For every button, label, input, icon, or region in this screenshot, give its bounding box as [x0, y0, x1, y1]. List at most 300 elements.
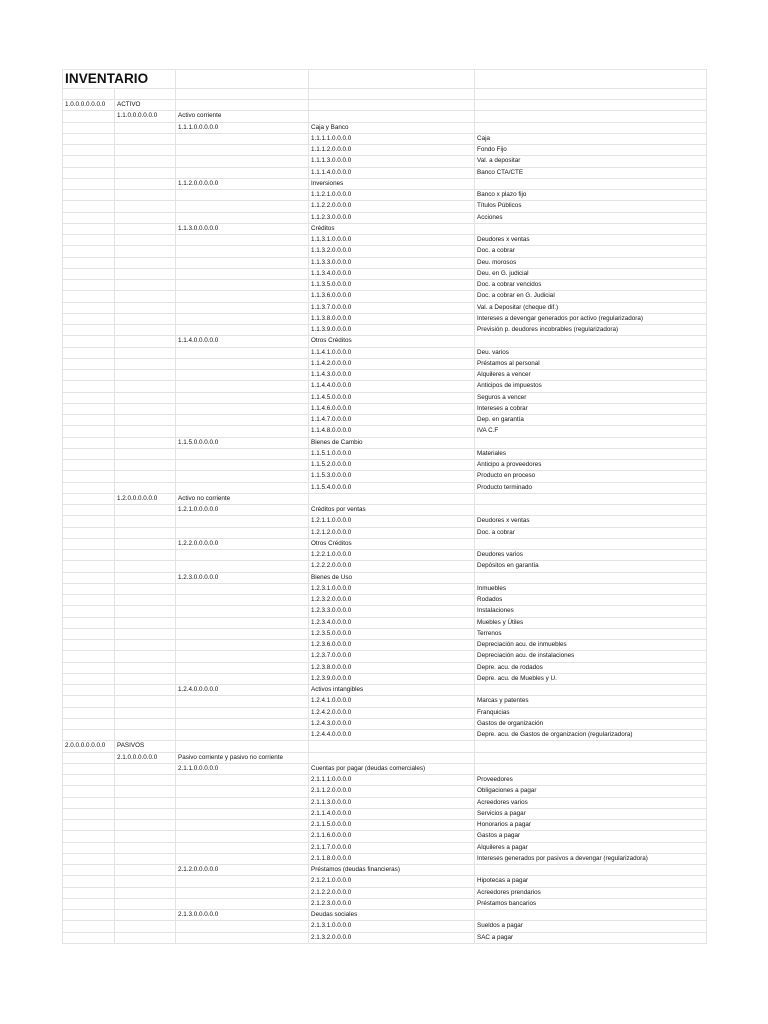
cell[interactable] — [63, 336, 115, 347]
cell[interactable] — [475, 865, 707, 876]
account-code-cell[interactable]: 1.1.5.2.0.0.0.0 — [309, 460, 475, 471]
cell[interactable] — [63, 370, 115, 381]
cell[interactable] — [475, 70, 707, 89]
account-code-cell[interactable]: 1.1.3.3.0.0.0.0 — [309, 257, 475, 268]
account-code-cell[interactable]: 2.1.1.2.0.0.0.0 — [309, 786, 475, 797]
account-code-cell[interactable]: 1.2.4.1.0.0.0.0 — [309, 696, 475, 707]
cell[interactable] — [115, 876, 176, 887]
cell[interactable] — [176, 358, 309, 369]
account-code-cell[interactable]: 1.1.2.0.0.0.0.0 — [176, 178, 309, 189]
cell[interactable] — [475, 685, 707, 696]
account-name-cell[interactable]: Val. a Depositar (cheque dif.) — [475, 302, 707, 313]
account-name-cell[interactable]: Val. a depositar — [475, 156, 707, 167]
account-name-cell[interactable]: Franquicias — [475, 707, 707, 718]
account-code-cell[interactable]: 1.2.1.2.0.0.0.0 — [309, 527, 475, 538]
account-code-cell[interactable]: 1.1.5.4.0.0.0.0 — [309, 482, 475, 493]
cell[interactable] — [176, 808, 309, 819]
account-code-cell[interactable]: 1.2.4.0.0.0.0.0 — [176, 685, 309, 696]
account-code-cell[interactable]: 1.1.4.3.0.0.0.0 — [309, 370, 475, 381]
cell[interactable] — [176, 921, 309, 932]
account-name-cell[interactable]: Depre. acu. de Muebles y U. — [475, 673, 707, 684]
cell[interactable] — [63, 257, 115, 268]
cell[interactable] — [63, 167, 115, 178]
cell[interactable] — [115, 156, 176, 167]
cell[interactable] — [63, 89, 115, 100]
cell[interactable] — [115, 505, 176, 516]
account-code-cell[interactable]: 2.1.0.0.0.0.0.0 — [115, 752, 176, 763]
cell[interactable] — [63, 820, 115, 831]
cell[interactable] — [63, 730, 115, 741]
account-name-cell[interactable]: Deu. morosos — [475, 257, 707, 268]
account-code-cell[interactable]: 2.1.2.2.0.0.0.0 — [309, 887, 475, 898]
cell[interactable] — [115, 212, 176, 223]
account-name-cell[interactable]: Dep. en garantía — [475, 415, 707, 426]
cell[interactable] — [115, 538, 176, 549]
account-code-cell[interactable]: 1.1.3.8.0.0.0.0 — [309, 313, 475, 324]
account-name-cell[interactable]: Previsión p. deudores incobrables (regularizadora) — [475, 325, 707, 336]
cell[interactable] — [63, 640, 115, 651]
account-code-cell[interactable]: 2.1.1.1.0.0.0.0 — [309, 775, 475, 786]
cell[interactable] — [176, 640, 309, 651]
cell[interactable] — [115, 527, 176, 538]
cell[interactable] — [63, 201, 115, 212]
cell[interactable] — [115, 426, 176, 437]
account-code-cell[interactable]: 2.1.1.0.0.0.0.0 — [176, 763, 309, 774]
cell[interactable] — [176, 235, 309, 246]
cell[interactable] — [176, 460, 309, 471]
cell[interactable] — [63, 797, 115, 808]
account-code-cell[interactable]: 1.2.0.0.0.0.0.0 — [115, 493, 176, 504]
cell[interactable] — [115, 358, 176, 369]
account-code-cell[interactable]: 2.0.0.0.0.0.0.0 — [63, 741, 115, 752]
account-name-cell[interactable]: Honorarios a pagar — [475, 820, 707, 831]
account-name-cell[interactable]: Depreciación acu. de instalaciones — [475, 651, 707, 662]
account-name-cell[interactable]: Alquileres a vencer — [475, 370, 707, 381]
account-code-cell[interactable]: 1.2.3.2.0.0.0.0 — [309, 595, 475, 606]
cell[interactable] — [115, 325, 176, 336]
account-code-cell[interactable]: 1.1.4.0.0.0.0.0 — [176, 336, 309, 347]
cell[interactable] — [115, 291, 176, 302]
cell[interactable] — [115, 280, 176, 291]
cell[interactable] — [63, 437, 115, 448]
cell[interactable] — [63, 325, 115, 336]
account-code-cell[interactable]: 1.2.2.1.0.0.0.0 — [309, 550, 475, 561]
cell[interactable] — [176, 415, 309, 426]
cell[interactable] — [475, 100, 707, 111]
cell[interactable] — [176, 842, 309, 853]
cell[interactable] — [115, 763, 176, 774]
account-code-cell[interactable]: 1.2.1.0.0.0.0.0 — [176, 505, 309, 516]
account-name-cell[interactable]: Acreedores prendarios — [475, 887, 707, 898]
account-code-cell[interactable]: 2.1.1.7.0.0.0.0 — [309, 842, 475, 853]
cell[interactable] — [176, 167, 309, 178]
cell[interactable] — [63, 651, 115, 662]
account-name-cell[interactable]: Otros Créditos — [309, 538, 475, 549]
cell[interactable] — [63, 595, 115, 606]
account-name-cell[interactable]: Servicios a pagar — [475, 808, 707, 819]
cell[interactable] — [115, 617, 176, 628]
cell[interactable] — [115, 707, 176, 718]
account-code-cell[interactable]: 2.1.1.8.0.0.0.0 — [309, 853, 475, 864]
cell[interactable] — [63, 898, 115, 909]
account-code-cell[interactable]: 2.1.3.1.0.0.0.0 — [309, 921, 475, 932]
cell[interactable] — [176, 156, 309, 167]
cell[interactable] — [63, 763, 115, 774]
cell[interactable] — [115, 583, 176, 594]
cell[interactable] — [63, 910, 115, 921]
cell[interactable] — [309, 111, 475, 122]
cell[interactable] — [176, 718, 309, 729]
cell[interactable] — [115, 898, 176, 909]
cell[interactable] — [115, 662, 176, 673]
cell[interactable] — [176, 820, 309, 831]
cell[interactable] — [115, 392, 176, 403]
cell[interactable] — [475, 111, 707, 122]
cell[interactable] — [115, 482, 176, 493]
account-name-cell[interactable]: Deudores varios — [475, 550, 707, 561]
cell[interactable] — [115, 561, 176, 572]
cell[interactable] — [63, 561, 115, 572]
cell[interactable] — [176, 392, 309, 403]
cell[interactable] — [115, 235, 176, 246]
cell[interactable] — [176, 325, 309, 336]
cell[interactable] — [115, 403, 176, 414]
cell[interactable] — [176, 190, 309, 201]
account-name-cell[interactable]: Depósitos en garantía — [475, 561, 707, 572]
cell[interactable] — [176, 651, 309, 662]
account-name-cell[interactable]: Intereses a devengar generados por activo (regularizadora) — [475, 313, 707, 324]
cell[interactable] — [176, 673, 309, 684]
cell[interactable] — [176, 257, 309, 268]
cell[interactable] — [115, 730, 176, 741]
cell[interactable] — [475, 752, 707, 763]
cell[interactable] — [115, 460, 176, 471]
cell[interactable] — [115, 910, 176, 921]
account-code-cell[interactable]: 1.1.3.0.0.0.0.0 — [176, 223, 309, 234]
cell[interactable] — [115, 550, 176, 561]
account-name-cell[interactable]: Cuentas por pagar (deudas comerciales) — [309, 763, 475, 774]
account-code-cell[interactable]: 1.1.5.0.0.0.0.0 — [176, 437, 309, 448]
account-name-cell[interactable]: Inversiones — [309, 178, 475, 189]
cell[interactable] — [115, 246, 176, 257]
cell[interactable] — [115, 696, 176, 707]
account-name-cell[interactable]: Deu. en G. judicial — [475, 268, 707, 279]
account-code-cell[interactable]: 1.1.3.7.0.0.0.0 — [309, 302, 475, 313]
account-name-cell[interactable]: Deudores x ventas — [475, 235, 707, 246]
cell[interactable] — [63, 718, 115, 729]
cell[interactable] — [176, 730, 309, 741]
cell[interactable] — [63, 313, 115, 324]
account-code-cell[interactable]: 2.1.2.3.0.0.0.0 — [309, 898, 475, 909]
account-name-cell[interactable]: Fondo Fijo — [475, 145, 707, 156]
cell[interactable] — [115, 673, 176, 684]
cell[interactable] — [176, 887, 309, 898]
account-code-cell[interactable]: 1.1.1.4.0.0.0.0 — [309, 167, 475, 178]
cell[interactable] — [63, 921, 115, 932]
cell[interactable] — [176, 370, 309, 381]
cell[interactable] — [115, 595, 176, 606]
cell[interactable] — [115, 651, 176, 662]
account-name-cell[interactable]: Créditos — [309, 223, 475, 234]
account-code-cell[interactable]: 1.1.2.2.0.0.0.0 — [309, 201, 475, 212]
cell[interactable] — [309, 493, 475, 504]
cell[interactable] — [176, 696, 309, 707]
cell[interactable] — [115, 887, 176, 898]
cell[interactable] — [309, 89, 475, 100]
account-name-cell[interactable]: Alquileres a pagar — [475, 842, 707, 853]
account-name-cell[interactable]: Préstamos al personal — [475, 358, 707, 369]
account-code-cell[interactable]: 1.1.4.8.0.0.0.0 — [309, 426, 475, 437]
cell[interactable] — [309, 741, 475, 752]
cell[interactable] — [63, 392, 115, 403]
cell[interactable] — [176, 280, 309, 291]
account-code-cell[interactable]: 2.1.2.1.0.0.0.0 — [309, 876, 475, 887]
account-name-cell[interactable]: Producto terminado — [475, 482, 707, 493]
cell[interactable] — [63, 685, 115, 696]
cell[interactable] — [176, 471, 309, 482]
cell[interactable] — [176, 268, 309, 279]
cell[interactable] — [63, 606, 115, 617]
account-name-cell[interactable]: Acreedores varios — [475, 797, 707, 808]
account-code-cell[interactable]: 1.2.3.6.0.0.0.0 — [309, 640, 475, 651]
account-code-cell[interactable]: 1.2.3.1.0.0.0.0 — [309, 583, 475, 594]
cell[interactable] — [63, 786, 115, 797]
cell[interactable] — [115, 865, 176, 876]
cell[interactable] — [475, 122, 707, 133]
account-code-cell[interactable]: 1.2.3.5.0.0.0.0 — [309, 628, 475, 639]
cell[interactable] — [176, 876, 309, 887]
cell[interactable] — [115, 89, 176, 100]
cell[interactable] — [63, 617, 115, 628]
cell[interactable] — [176, 347, 309, 358]
cell[interactable] — [63, 482, 115, 493]
cell[interactable] — [115, 640, 176, 651]
cell[interactable] — [115, 797, 176, 808]
account-code-cell[interactable]: 1.1.0.0.0.0.0.0 — [115, 111, 176, 122]
cell[interactable] — [115, 268, 176, 279]
cell[interactable] — [475, 763, 707, 774]
account-name-cell[interactable]: Banco CTA/CTE — [475, 167, 707, 178]
account-name-cell[interactable]: Activo no corriente — [176, 493, 309, 504]
cell[interactable] — [115, 223, 176, 234]
cell[interactable] — [115, 685, 176, 696]
cell[interactable] — [115, 842, 176, 853]
cell[interactable] — [63, 538, 115, 549]
cell[interactable] — [63, 808, 115, 819]
cell[interactable] — [63, 403, 115, 414]
account-code-cell[interactable]: 1.1.3.5.0.0.0.0 — [309, 280, 475, 291]
cell[interactable] — [115, 347, 176, 358]
cell[interactable] — [63, 246, 115, 257]
cell[interactable] — [176, 617, 309, 628]
account-code-cell[interactable]: 1.2.4.2.0.0.0.0 — [309, 707, 475, 718]
account-code-cell[interactable]: 1.1.3.4.0.0.0.0 — [309, 268, 475, 279]
account-code-cell[interactable]: 2.1.3.0.0.0.0.0 — [176, 910, 309, 921]
account-name-cell[interactable]: Deudores x ventas — [475, 516, 707, 527]
account-name-cell[interactable]: Anticipo a proveedores — [475, 460, 707, 471]
cell[interactable] — [63, 505, 115, 516]
account-name-cell[interactable]: IVA C.F — [475, 426, 707, 437]
cell[interactable] — [176, 550, 309, 561]
cell[interactable] — [63, 471, 115, 482]
cell[interactable] — [63, 696, 115, 707]
account-name-cell[interactable]: Seguros a vencer — [475, 392, 707, 403]
account-name-cell[interactable]: Inmuebles — [475, 583, 707, 594]
cell[interactable] — [63, 628, 115, 639]
account-code-cell[interactable]: 1.1.4.2.0.0.0.0 — [309, 358, 475, 369]
account-code-cell[interactable]: 1.2.1.1.0.0.0.0 — [309, 516, 475, 527]
cell[interactable] — [115, 718, 176, 729]
cell[interactable] — [63, 853, 115, 864]
cell[interactable] — [475, 437, 707, 448]
cell[interactable] — [63, 426, 115, 437]
account-code-cell[interactable]: 1.1.4.5.0.0.0.0 — [309, 392, 475, 403]
account-name-cell[interactable]: Deu. varios — [475, 347, 707, 358]
cell[interactable] — [115, 628, 176, 639]
account-name-cell[interactable]: Anticipos de impuestos — [475, 381, 707, 392]
cell[interactable] — [63, 752, 115, 763]
account-name-cell[interactable]: Depreciación acu. de inmuebles — [475, 640, 707, 651]
cell[interactable] — [176, 628, 309, 639]
account-code-cell[interactable]: 1.2.3.9.0.0.0.0 — [309, 673, 475, 684]
cell[interactable] — [115, 122, 176, 133]
cell[interactable] — [63, 280, 115, 291]
account-name-cell[interactable]: Activo corriente — [176, 111, 309, 122]
cell[interactable] — [63, 583, 115, 594]
cell[interactable] — [176, 853, 309, 864]
cell[interactable] — [63, 775, 115, 786]
cell[interactable] — [63, 347, 115, 358]
cell[interactable] — [475, 493, 707, 504]
account-code-cell[interactable]: 1.2.3.0.0.0.0.0 — [176, 572, 309, 583]
account-code-cell[interactable]: 2.1.1.6.0.0.0.0 — [309, 831, 475, 842]
account-name-cell[interactable]: Préstamos bancarios — [475, 898, 707, 909]
account-name-cell[interactable]: Instalaciones — [475, 606, 707, 617]
cell[interactable] — [115, 145, 176, 156]
account-name-cell[interactable]: SAC a pagar — [475, 932, 707, 943]
cell[interactable] — [115, 921, 176, 932]
cell[interactable] — [63, 865, 115, 876]
account-name-cell[interactable]: Intereses a cobrar — [475, 403, 707, 414]
cell[interactable] — [176, 381, 309, 392]
cell[interactable] — [176, 448, 309, 459]
cell[interactable] — [63, 156, 115, 167]
cell[interactable] — [475, 505, 707, 516]
account-code-cell[interactable]: 1.1.3.2.0.0.0.0 — [309, 246, 475, 257]
account-code-cell[interactable]: 1.1.2.3.0.0.0.0 — [309, 212, 475, 223]
account-code-cell[interactable]: 1.2.2.2.0.0.0.0 — [309, 561, 475, 572]
cell[interactable] — [115, 302, 176, 313]
cell[interactable] — [63, 932, 115, 943]
cell[interactable] — [176, 583, 309, 594]
account-name-cell[interactable]: Acciones — [475, 212, 707, 223]
cell[interactable] — [63, 527, 115, 538]
cell[interactable] — [115, 808, 176, 819]
cell[interactable] — [63, 133, 115, 144]
cell[interactable] — [63, 550, 115, 561]
cell[interactable] — [63, 268, 115, 279]
cell[interactable] — [176, 831, 309, 842]
cell[interactable] — [63, 381, 115, 392]
cell[interactable] — [115, 820, 176, 831]
cell[interactable] — [63, 190, 115, 201]
cell[interactable] — [176, 482, 309, 493]
cell[interactable] — [475, 223, 707, 234]
cell[interactable] — [176, 595, 309, 606]
cell[interactable] — [176, 133, 309, 144]
account-name-cell[interactable]: Caja — [475, 133, 707, 144]
account-name-cell[interactable]: Doc. a cobrar vencidos — [475, 280, 707, 291]
cell[interactable] — [475, 572, 707, 583]
cell[interactable] — [115, 167, 176, 178]
cell[interactable] — [115, 572, 176, 583]
account-code-cell[interactable]: 1.2.4.3.0.0.0.0 — [309, 718, 475, 729]
account-code-cell[interactable]: 1.1.4.4.0.0.0.0 — [309, 381, 475, 392]
cell[interactable] — [176, 932, 309, 943]
cell[interactable] — [309, 100, 475, 111]
cell[interactable] — [176, 606, 309, 617]
account-code-cell[interactable]: 1.1.4.1.0.0.0.0 — [309, 347, 475, 358]
account-code-cell[interactable]: 1.1.5.3.0.0.0.0 — [309, 471, 475, 482]
cell[interactable] — [176, 212, 309, 223]
account-name-cell[interactable]: Obligaciones a pagar — [475, 786, 707, 797]
cell[interactable] — [115, 415, 176, 426]
cell[interactable] — [475, 741, 707, 752]
account-code-cell[interactable]: 1.1.4.6.0.0.0.0 — [309, 403, 475, 414]
cell[interactable] — [63, 235, 115, 246]
cell[interactable] — [115, 178, 176, 189]
cell[interactable] — [176, 797, 309, 808]
account-name-cell[interactable]: Rodados — [475, 595, 707, 606]
cell[interactable] — [115, 448, 176, 459]
cell[interactable] — [115, 932, 176, 943]
cell[interactable] — [309, 752, 475, 763]
account-name-cell[interactable]: Doc. a cobrar — [475, 527, 707, 538]
account-name-cell[interactable]: Depre. acu. de rodados — [475, 662, 707, 673]
account-code-cell[interactable]: 1.1.1.0.0.0.0.0 — [176, 122, 309, 133]
account-name-cell[interactable]: PASIVOS — [115, 741, 176, 752]
account-code-cell[interactable]: 1.2.4.4.0.0.0.0 — [309, 730, 475, 741]
cell[interactable] — [176, 741, 309, 752]
cell[interactable] — [115, 831, 176, 842]
cell[interactable] — [63, 460, 115, 471]
account-code-cell[interactable]: 1.1.1.3.0.0.0.0 — [309, 156, 475, 167]
cell[interactable] — [115, 516, 176, 527]
account-name-cell[interactable]: Créditos por ventas — [309, 505, 475, 516]
cell[interactable] — [176, 707, 309, 718]
account-name-cell[interactable]: Préstamos (deudas financieras) — [309, 865, 475, 876]
cell[interactable] — [176, 516, 309, 527]
account-name-cell[interactable]: Títulos Públicos — [475, 201, 707, 212]
cell[interactable] — [176, 662, 309, 673]
account-code-cell[interactable]: 2.1.3.2.0.0.0.0 — [309, 932, 475, 943]
cell[interactable] — [63, 831, 115, 842]
account-name-cell[interactable]: Terrenos — [475, 628, 707, 639]
account-code-cell[interactable]: 1.1.3.6.0.0.0.0 — [309, 291, 475, 302]
account-code-cell[interactable]: 2.1.1.5.0.0.0.0 — [309, 820, 475, 831]
cell[interactable] — [63, 572, 115, 583]
cell[interactable] — [176, 426, 309, 437]
account-code-cell[interactable]: 1.2.2.0.0.0.0.0 — [176, 538, 309, 549]
cell[interactable] — [176, 775, 309, 786]
account-name-cell[interactable]: Pasivo corriente y pasivo no corriente — [176, 752, 309, 763]
cell[interactable] — [176, 246, 309, 257]
cell[interactable] — [176, 527, 309, 538]
account-code-cell[interactable]: 1.2.3.8.0.0.0.0 — [309, 662, 475, 673]
cell[interactable] — [176, 898, 309, 909]
cell[interactable] — [63, 291, 115, 302]
cell[interactable] — [115, 257, 176, 268]
